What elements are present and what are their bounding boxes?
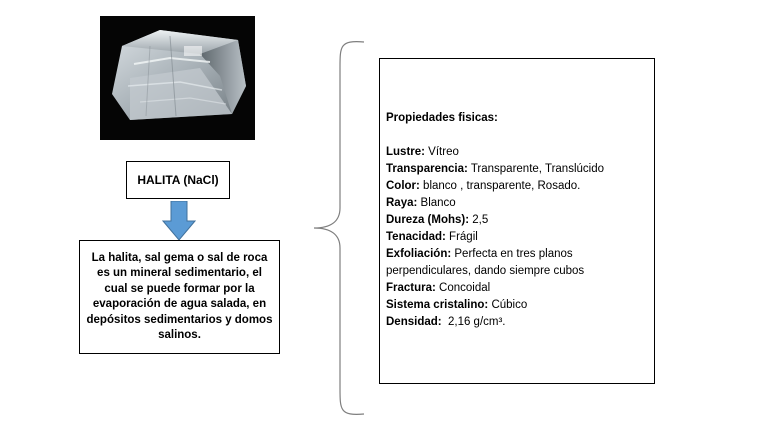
property-tenacidad [386, 229, 648, 246]
halite-crystal-picture [100, 16, 255, 140]
halita-title-box [126, 161, 230, 199]
property-key: Lustre: [386, 146, 425, 158]
halite-crystal-image [100, 16, 255, 140]
property-value: blanco , transparente, Rosado. [419, 180, 581, 192]
property-exfoliacion [386, 246, 648, 280]
properties-box [379, 58, 655, 384]
property-key: Dureza (Mohs): [386, 214, 470, 226]
description-box [79, 240, 280, 354]
properties-heading: Propiedades fisicas: [386, 112, 498, 124]
property-value: 2,16 g/cm³. [441, 316, 506, 328]
down-arrow-icon [162, 201, 196, 241]
description-text: La halita, sal gema o sal de roca es un mineral sedimentario, el cual se puede formar por la evaporación de agua salada, en depósitos sedimentarios y domos salinos. [86, 251, 273, 341]
property-lustre [386, 144, 648, 161]
property-value: Transparente, Translúcido [467, 163, 604, 175]
property-key: Color: [386, 180, 420, 192]
property-key: Transparencia: [386, 163, 468, 175]
curly-brace [312, 40, 368, 416]
property-value: Blanco [417, 197, 456, 209]
halita-title: HALITA (NaCl) [137, 173, 219, 187]
property-color [386, 178, 648, 195]
property-key: Raya: [386, 197, 418, 209]
property-value: Cúbico [488, 299, 528, 311]
property-key: Sistema cristalino: [386, 299, 489, 311]
property-fractura [386, 280, 648, 297]
property-value: 2,5 [469, 214, 489, 226]
property-sistema-cristalino [386, 297, 648, 314]
property-value: Perfecta en tres planos perpendiculares, dando siempre cubos [386, 248, 585, 277]
property-dureza [386, 212, 648, 229]
property-value: Concoidal [435, 282, 491, 294]
property-key: Densidad: [386, 316, 442, 328]
property-value: Vítreo [424, 146, 459, 158]
property-key: Tenacidad: [386, 231, 446, 243]
property-densidad [386, 314, 648, 331]
property-value: Frágil [445, 231, 478, 243]
property-key: Exfoliación: [386, 248, 452, 260]
property-raya [386, 195, 648, 212]
property-key: Fractura: [386, 282, 436, 294]
property-transparencia [386, 161, 648, 178]
